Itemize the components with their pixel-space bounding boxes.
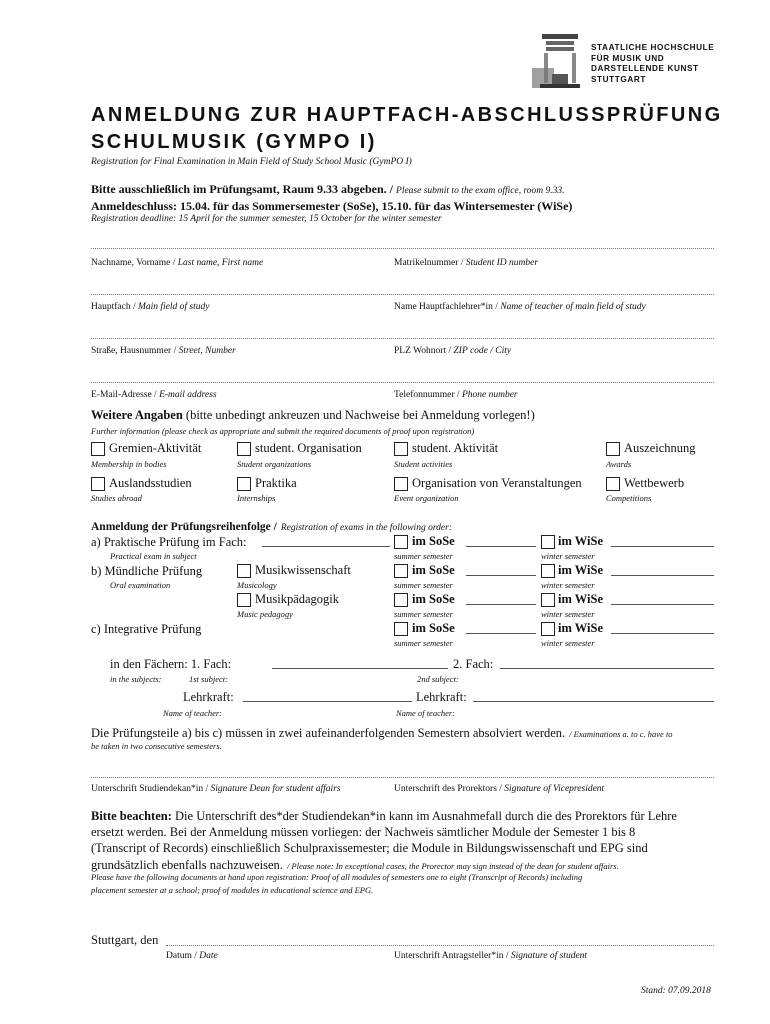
option-praktika-en: Internships bbox=[237, 493, 276, 503]
further-heading-rest: (bitte unbedingt ankreuzen und Nachweise bei Anmeldung vorlegen!) bbox=[185, 408, 535, 422]
dean-signature-label bbox=[91, 784, 341, 794]
checkbox-a-wise[interactable] bbox=[541, 535, 555, 549]
phone-label-de: Telefonnummer / bbox=[394, 390, 460, 400]
b2-sose-en: summer semester bbox=[394, 609, 453, 619]
b1-sose-label: im SoSe bbox=[412, 563, 455, 577]
option-praktika: Praktika bbox=[255, 476, 297, 490]
note-l4: grundsätzlich ebenfalls nachzuweisen. bbox=[91, 858, 283, 872]
page-subtitle: Registration for Final Examination in Main Field of Study School Music (GymPO I) bbox=[91, 157, 412, 167]
c-wise-en: winter semester bbox=[541, 638, 595, 648]
b2-sose-label: im SoSe bbox=[412, 592, 455, 606]
hauptfach-label-en: Main field of study bbox=[137, 302, 210, 312]
option-aktivitaet: student. Aktivität bbox=[412, 441, 499, 455]
musikwissenschaft-label: Musikwissenschaft bbox=[255, 563, 351, 577]
note-line5: Please have the following documents at hand upon registration: Proof of all modules of semesters one to eight (Transcript of Records) including bbox=[91, 872, 583, 882]
teacher2-label: Lehrkraft: bbox=[416, 690, 467, 704]
address-fill-line[interactable] bbox=[91, 338, 714, 339]
option-auszeichnung: Auszeichnung bbox=[624, 441, 696, 455]
further-en: Further information (please check as appropriate and submit the required documents of proof upon registration) bbox=[91, 426, 475, 436]
further-heading bbox=[91, 408, 535, 423]
teacher1-en: Name of teacher: bbox=[163, 708, 223, 718]
note-l4-en: / Please note: In exceptional cases, the Prorector may sign instead of the dean for student affairs. bbox=[286, 861, 619, 871]
submit-instruction bbox=[91, 182, 565, 197]
applicant-signature-label bbox=[394, 951, 587, 961]
b2-wise-field[interactable] bbox=[611, 604, 714, 605]
checkbox-organisation[interactable] bbox=[237, 442, 251, 456]
applicant-signature-de: Unterschrift Antragsteller*in / bbox=[394, 951, 509, 961]
b2-sose-field[interactable] bbox=[466, 604, 536, 605]
logo-line: FÜR MUSIK UND bbox=[591, 53, 665, 63]
subject1-en: 1st subject: bbox=[189, 674, 228, 684]
date-label bbox=[166, 951, 218, 961]
option-wettbewerb: Wettbewerb bbox=[624, 476, 685, 490]
order-heading bbox=[91, 517, 452, 535]
exam-a-label-en: Practical exam in subject bbox=[110, 551, 197, 561]
applicant-signature-en: Signature of student bbox=[510, 951, 588, 961]
exam-a-subject-field[interactable] bbox=[262, 546, 390, 547]
checkbox-c-wise[interactable] bbox=[541, 622, 555, 636]
submit-instruction-de: Bitte ausschließlich im Prüfungsamt, Raum 9.33 abgeben. / bbox=[91, 182, 394, 196]
b1-wise-en: winter semester bbox=[541, 580, 595, 590]
logo-line: STUTTGART bbox=[591, 74, 646, 84]
subject2-field[interactable] bbox=[500, 668, 714, 669]
note-l1: Die Unterschrift des*der Studiendekan*in kann im Ausnahmefall durch die des Prorektors für Lehre bbox=[175, 809, 677, 823]
matrikel-label bbox=[394, 258, 538, 268]
strasse-label-de: Straße, Hausnummer / bbox=[91, 346, 177, 356]
order-heading-bold: Anmeldung der Prüfungsreihenfolge / bbox=[91, 521, 277, 533]
option-auslandsstudien-en: Studies abroad bbox=[91, 493, 142, 503]
musikwissenschaft-en: Musicology bbox=[237, 580, 277, 590]
date-label-de: Datum / bbox=[166, 951, 197, 961]
consecutive-en1: / Examinations a. to c. have to bbox=[569, 729, 673, 739]
a-sose-label: im SoSe bbox=[412, 534, 455, 548]
page-title-line1: ANMELDUNG ZUR HAUPTFACH-ABSCHLUSSPRÜFUNG bbox=[91, 104, 723, 126]
name-label-en: Last name, First name bbox=[177, 258, 264, 268]
c-sose-label: im SoSe bbox=[412, 621, 455, 635]
option-veranstaltungen: Organisation von Veranstaltungen bbox=[412, 476, 582, 490]
dean-signature-en: Signature Dean for student affairs bbox=[210, 784, 341, 794]
hauptfach-label bbox=[91, 302, 209, 312]
checkbox-praktika[interactable] bbox=[237, 477, 251, 491]
exam-b-label: b) Mündliche Prüfung bbox=[91, 564, 203, 578]
plz-label-de: PLZ Wohnort / bbox=[394, 346, 452, 356]
checkbox-b2-sose[interactable] bbox=[394, 593, 408, 607]
option-gremien: Gremien-Aktivität bbox=[109, 441, 202, 455]
consecutive-note bbox=[91, 724, 673, 742]
phone-label bbox=[394, 390, 518, 400]
lehrer-label-de: Name Hauptfachlehrer*in / bbox=[394, 302, 498, 312]
option-auslandsstudien: Auslandsstudien bbox=[109, 476, 192, 490]
contact-fill-line[interactable] bbox=[91, 382, 714, 383]
b1-sose-field[interactable] bbox=[466, 575, 536, 576]
b1-wise-label: im WiSe bbox=[558, 563, 604, 577]
option-gremien-en: Membership in bodies bbox=[91, 459, 167, 469]
exam-b-label-en: Oral examination bbox=[110, 580, 171, 590]
lehrer-label-en: Name of teacher of main field of study bbox=[500, 302, 646, 312]
musikpaedagogik-en: Music pedagogy bbox=[237, 609, 293, 619]
strasse-label bbox=[91, 346, 236, 356]
name-label-de: Nachname, Vorname / bbox=[91, 258, 176, 268]
signature-fill-line[interactable] bbox=[91, 777, 714, 778]
strasse-label-en: Street, Number bbox=[178, 346, 236, 356]
a-sose-en: summer semester bbox=[394, 551, 453, 561]
hochschule-logo-icon bbox=[530, 32, 590, 90]
consecutive-en2: be taken in two consecutive semesters. bbox=[91, 741, 222, 751]
checkbox-auslandsstudien[interactable] bbox=[91, 477, 105, 491]
page-title-line2: SCHULMUSIK (GYMPO I) bbox=[91, 131, 377, 153]
teacher2-field[interactable] bbox=[473, 701, 714, 702]
date-label-en: Date bbox=[199, 951, 218, 961]
lehrer-label bbox=[394, 302, 646, 312]
vice-signature-label bbox=[394, 784, 604, 794]
checkbox-musikwissenschaft[interactable] bbox=[237, 564, 251, 578]
place-date-label: Stuttgart, den bbox=[91, 933, 159, 947]
musikpaedagogik-label: Musikpädagogik bbox=[255, 592, 340, 606]
plz-label-en: ZIP code / City bbox=[453, 346, 512, 356]
matrikel-label-en: Student ID number bbox=[465, 258, 539, 268]
checkbox-musikpaedagogik[interactable] bbox=[237, 593, 251, 607]
further-heading-bold: Weitere Angaben bbox=[91, 408, 183, 422]
c-sose-en: summer semester bbox=[394, 638, 453, 648]
date-signature-fill-line[interactable] bbox=[166, 945, 714, 946]
checkbox-a-sose[interactable] bbox=[394, 535, 408, 549]
exam-a-label: a) Praktische Prüfung im Fach: bbox=[91, 535, 247, 549]
c-wise-label: im WiSe bbox=[558, 621, 604, 635]
email-label-de: E-Mail-Adresse / bbox=[91, 390, 157, 400]
option-aktivitaet-en: Student activities bbox=[394, 459, 453, 469]
subject1-field[interactable] bbox=[272, 668, 448, 669]
deadline-en: Registration deadline: 15 April for the summer semester, 15 October for the winter semester bbox=[91, 214, 442, 224]
checkbox-b1-sose[interactable] bbox=[394, 564, 408, 578]
email-label-en: E-mail address bbox=[159, 390, 217, 400]
note-line6: placement semester at a school; proof of modules in educational science and EPG. bbox=[91, 885, 374, 895]
phone-label-en: Phone number bbox=[461, 390, 518, 400]
b1-wise-field[interactable] bbox=[611, 575, 714, 576]
logo-line: STAATLICHE HOCHSCHULE bbox=[591, 43, 715, 52]
teacher2-en: Name of teacher: bbox=[396, 708, 456, 718]
c-wise-field[interactable] bbox=[611, 633, 714, 634]
subjects-en: in the subjects: bbox=[110, 674, 162, 684]
checkbox-b2-wise[interactable] bbox=[541, 593, 555, 607]
order-heading-en: Registration of exams in the following order: bbox=[280, 523, 452, 533]
checkbox-auszeichnung[interactable] bbox=[606, 442, 620, 456]
a-wise-field[interactable] bbox=[611, 546, 714, 547]
name-label bbox=[91, 258, 263, 268]
option-organisation: student. Organisation bbox=[255, 441, 362, 455]
consecutive-de: Die Prüfungsteile a) bis c) müssen in zwei aufeinanderfolgenden Semestern absolviert werden. bbox=[91, 726, 566, 740]
matrikel-label-de: Matrikelnummer / bbox=[394, 258, 464, 268]
b1-sose-en: summer semester bbox=[394, 580, 453, 590]
checkbox-gremien[interactable] bbox=[91, 442, 105, 456]
option-wettbewerb-en: Competitions bbox=[606, 493, 652, 503]
note-line3: (Transcript of Records) einschließlich Schulpraxissemester; die Module in Bildungswissenschaft und EPG sind bbox=[91, 841, 648, 855]
checkbox-c-sose[interactable] bbox=[394, 622, 408, 636]
a-wise-en: winter semester bbox=[541, 551, 595, 561]
option-auszeichnung-en: Awards bbox=[606, 459, 632, 469]
logo-line: DARSTELLENDE KUNST bbox=[591, 64, 699, 73]
subject2-label: 2. Fach: bbox=[453, 657, 494, 671]
hauptfach-label-de: Hauptfach / bbox=[91, 302, 136, 312]
name-id-fill-line[interactable] bbox=[91, 248, 714, 249]
checkbox-b1-wise[interactable] bbox=[541, 564, 555, 578]
submit-instruction-en: Please submit to the exam office, room 9.33. bbox=[396, 186, 565, 196]
vice-signature-en: Signature of Vicepresident bbox=[504, 784, 605, 794]
checkbox-aktivitaet[interactable] bbox=[394, 442, 408, 456]
plz-label bbox=[394, 346, 511, 356]
exam-c-label: c) Integrative Prüfung bbox=[91, 622, 202, 636]
vice-signature-de: Unterschrift des Prorektors / bbox=[394, 784, 502, 794]
checkbox-wettbewerb[interactable] bbox=[606, 477, 620, 491]
hauptfach-fill-line[interactable] bbox=[91, 294, 714, 295]
a-sose-field[interactable] bbox=[466, 546, 536, 547]
note-line1 bbox=[91, 809, 677, 824]
b2-wise-en: winter semester bbox=[541, 609, 595, 619]
checkbox-veranstaltungen[interactable] bbox=[394, 477, 408, 491]
option-veranstaltungen-en: Event organization bbox=[394, 493, 459, 503]
a-wise-label: im WiSe bbox=[558, 534, 604, 548]
dean-signature-de: Unterschrift Studiendekan*in / bbox=[91, 784, 209, 794]
deadline-de: Anmeldeschluss: 15.04. für das Sommersemester (SoSe), 15.10. für das Wintersemester (WiSe) bbox=[91, 199, 573, 213]
subjects-label: in den Fächern: 1. Fach: bbox=[110, 657, 232, 671]
c-sose-field[interactable] bbox=[466, 633, 536, 634]
email-label bbox=[91, 390, 217, 400]
option-organisation-en: Student organizations bbox=[237, 459, 312, 469]
teacher1-label: Lehrkraft: bbox=[183, 690, 234, 704]
version-stand: Stand: 07.09.2018 bbox=[641, 986, 711, 996]
b2-wise-label: im WiSe bbox=[558, 592, 604, 606]
subject2-en: 2nd subject: bbox=[417, 674, 459, 684]
note-line2: ersetzt werden. Bei der Anmeldung müssen vorliegen: der Nachweis sämtlicher Module der Semester 1 bis 8 bbox=[91, 825, 636, 839]
note-bold: Bitte beachten: bbox=[91, 809, 172, 823]
teacher1-field[interactable] bbox=[243, 701, 412, 702]
